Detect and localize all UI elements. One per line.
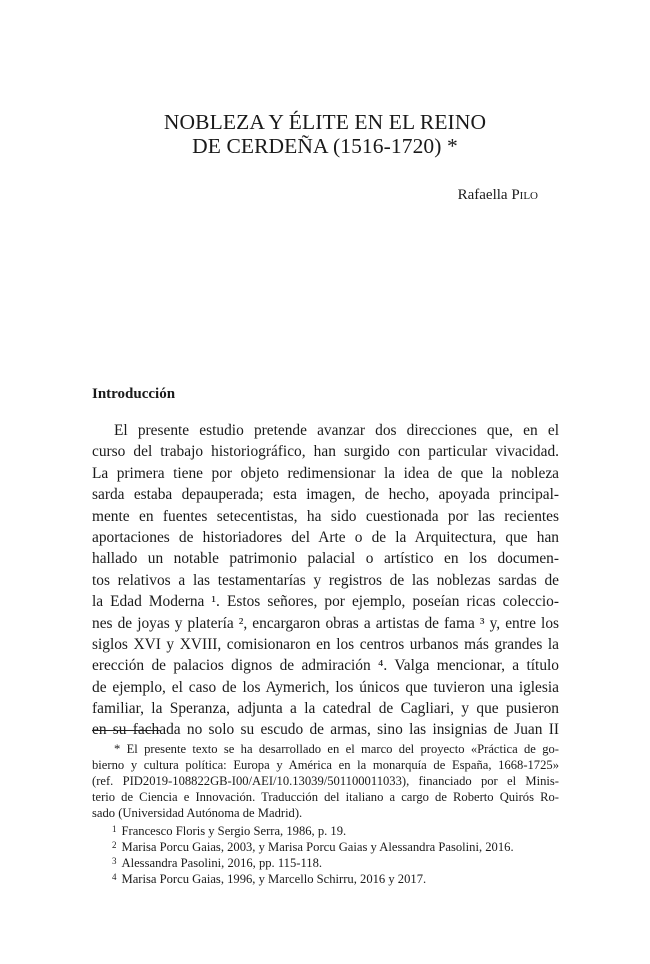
footnote-number: 2: [112, 840, 117, 850]
paragraph-line: familiar, la Speranza, adjunta a la catedral de Cagliari, y que pusieron: [92, 700, 559, 718]
footnote-star-line: (ref. PID2019-108822GB-I00/AEI/10.13039/501100011033), financiado por el Minis-: [92, 774, 559, 788]
footnote-text: Marisa Porcu Gaias, 1996, y Marcello Schirru, 2016 y 2017.: [121, 872, 427, 886]
paragraph-line: de ejemplo, el caso de los Aymerich, los únicos que tuvieron una iglesia: [92, 678, 559, 696]
paragraph-line: erección de palacios dignos de admiración ⁴. Valga mencionar, a título: [92, 657, 559, 675]
footnote-star-line: sado (Universidad Autónoma de Madrid).: [92, 806, 303, 820]
body-paragraph: [92, 420, 559, 741]
paragraph-line: nes de joyas y platería ², encargaron obras a artistas de fama ³ y, entre los: [92, 614, 559, 632]
footnote-text: Alessandra Pasolini, 2016, pp. 115-118.: [121, 856, 323, 870]
paragraph-line: tos relativos a las testamentarías y registros de las noblezas sardas de: [92, 571, 559, 589]
footnote-list: [92, 821, 559, 885]
section-heading: Introducción: [92, 386, 176, 402]
footnote-number: 3: [112, 856, 117, 866]
paragraph-line: El presente estudio pretende avanzar dos direcciones que, en el: [114, 422, 559, 439]
footnote-item: [92, 869, 559, 885]
paragraph-line: la Edad Moderna ¹. Estos señores, por ejemplo, poseían ricas coleccio-: [92, 593, 559, 611]
paragraph-line: sarda estaba depauperada; esta imagen, de hecho, apoyada principal-: [92, 486, 559, 504]
title-line-1: NOBLEZA Y ÉLITE EN EL REINO: [163, 110, 487, 134]
title-line-2: DE CERDEÑA (1516-1720) *: [192, 134, 458, 158]
footnote-star-line: * El presente texto se ha desarrollado en el marco del proyecto «Práctica de go-: [114, 742, 559, 756]
footnote-star-line: terio de Ciencia e Innovación. Traducción del italiano a cargo de Roberto Quirós Ro-: [92, 790, 559, 804]
footnote-number: 4: [112, 872, 117, 882]
author-name: [458, 187, 538, 204]
article-title: [0, 110, 650, 158]
paragraph-line: aportaciones de historiadores del Arte o de la Arquitectura, que han: [92, 528, 559, 546]
paragraph-line: en su fachada no solo su escudo de armas, sino las insignias de Juan II: [92, 721, 559, 739]
footnote-item: [92, 821, 559, 837]
footnote-number: 1: [112, 824, 117, 834]
paragraph-line: mente en fuentes setecentistas, ha sido cuestionada por las recientes: [92, 507, 559, 525]
footnote-separator: [92, 730, 160, 731]
author-last-name: Pilo: [511, 187, 538, 203]
footnote-item: [92, 853, 559, 869]
paragraph-line: siglos XVI y XVIII, comisionaron en los centros urbanos más grandes la: [92, 635, 559, 653]
footnote-text: Francesco Floris y Sergio Serra, 1986, p. 19.: [121, 824, 347, 838]
footnote-item: [92, 837, 559, 853]
paragraph-line: La primera tiene por objeto redimensionar la idea de que la nobleza: [92, 464, 559, 482]
paragraph-line: hallado un notable patrimonio palacial o artístico en los documen-: [92, 550, 559, 568]
paragraph-line: curso del trabajo historiográfico, han surgido con particular vivacidad.: [92, 443, 559, 461]
footnote-text: Marisa Porcu Gaias, 2003, y Marisa Porcu Gaias y Alessandra Pasolini, 2016.: [121, 840, 514, 854]
footnotes: [92, 741, 559, 885]
footnote-star: [92, 741, 559, 821]
footnote-star-line: bierno y cultura política: Europa y América en la monarquía de España, 1668-1725»: [92, 758, 559, 772]
author-first-name: Rafaella: [457, 187, 508, 203]
